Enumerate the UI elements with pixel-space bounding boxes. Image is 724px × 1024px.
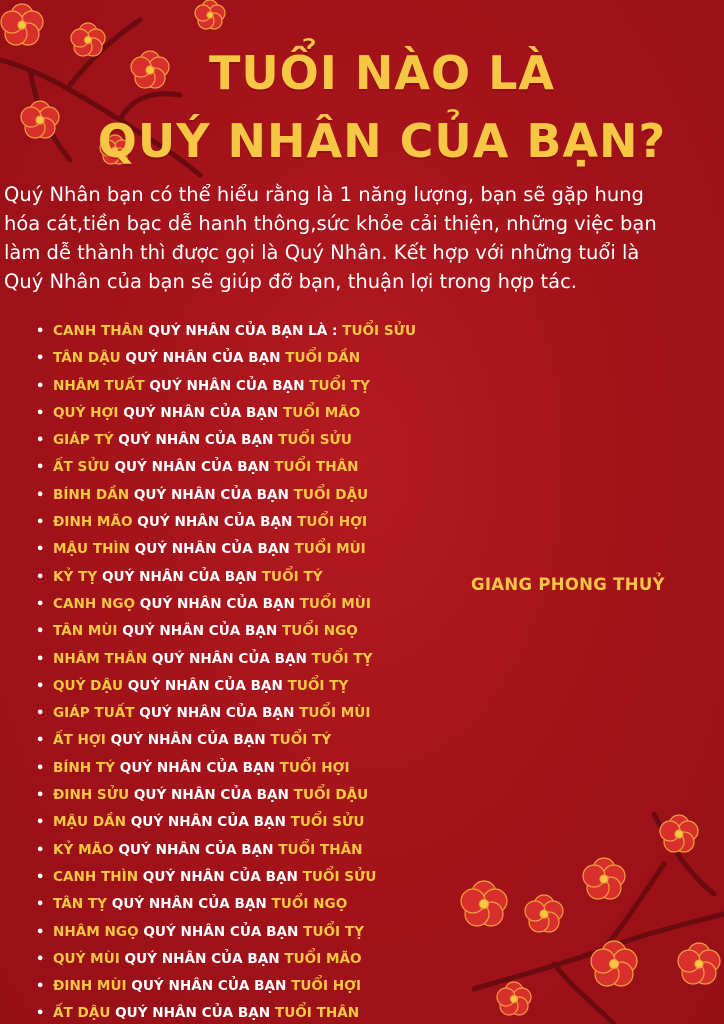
birth-year-label: GIÁP TÝ: [53, 432, 114, 449]
relation-text: QUÝ NHÂN CỦA BẠN: [126, 978, 292, 995]
noble-age-label: TUỔI TỴ: [309, 377, 370, 394]
birth-year-label: QUÝ DẬU: [53, 677, 124, 694]
relation-text: QUÝ NHÂN CỦA BẠN: [138, 923, 304, 940]
birth-year-label: BÍNH DẦN: [53, 486, 130, 503]
list-item: [36, 618, 416, 645]
noble-age-label: TUỔI HỢI: [291, 978, 362, 995]
birth-year-label: ẤT SỬU: [53, 459, 110, 476]
list-item: [36, 946, 416, 973]
birth-year-label: ĐINH MÃO: [53, 514, 133, 531]
list-item: [36, 919, 416, 946]
bullet-icon: •: [36, 897, 45, 913]
list-item: [36, 673, 416, 700]
list-item: [36, 837, 416, 864]
birth-year-label: CANH THÂN: [53, 323, 144, 339]
bullet-icon: •: [36, 760, 45, 776]
list-item: [36, 509, 416, 536]
list-item: [36, 1000, 416, 1024]
bullet-icon: •: [36, 624, 45, 640]
intro-line: Quý Nhân của bạn sẽ giúp đỡ bạn, thuận lợi trong hợp tác.: [4, 270, 578, 293]
bullet-icon: •: [36, 351, 45, 367]
bullet-icon: •: [36, 651, 45, 667]
list-item: [36, 973, 416, 1000]
list-item: [36, 809, 416, 836]
birth-year-label: ĐINH MÙI: [53, 978, 127, 995]
noble-age-label: TUỔI TỴ: [287, 677, 349, 694]
bullet-icon: •: [36, 569, 45, 585]
noble-age-label: TUỔI NGỌ: [282, 623, 358, 640]
brand-name: GIANG PHONG THUỶ: [471, 575, 665, 594]
bullet-icon: •: [36, 596, 45, 612]
relation-text: QUÝ NHÂN CỦA BẠN: [123, 677, 288, 694]
list-item: [36, 700, 416, 727]
birth-year-label: NHÂM THÂN: [53, 650, 148, 667]
list-item: [36, 864, 416, 891]
noble-age-label: TUỔI THÂN: [274, 459, 359, 476]
birth-year-label: MẬU THÌN: [53, 541, 130, 558]
relation-text: QUÝ NHÂN CỦA BẠN: [134, 705, 300, 722]
relation-text: QUÝ NHÂN CỦA BẠN: [129, 486, 294, 503]
intro-paragraph: [4, 180, 720, 296]
relation-text: QUÝ NHÂN CỦA BẠN LÀ :: [143, 323, 343, 339]
bullet-icon: •: [36, 460, 45, 476]
list-item: [36, 646, 416, 673]
relation-text: QUÝ NHÂN CỦA BẠN: [105, 732, 271, 749]
bullet-icon: •: [36, 378, 45, 394]
relation-text: QUÝ NHÂN CỦA BẠN: [135, 595, 300, 612]
bullet-icon: •: [36, 706, 45, 722]
noble-age-label: TUỔI NGỌ: [271, 896, 348, 913]
intro-line: Quý Nhân bạn có thể hiểu rằng là 1 năng lượng, bạn sẽ gặp hung: [4, 183, 644, 206]
birth-year-label: NHÂM TUẤT: [53, 377, 145, 394]
noble-age-label: TUỔI SỬU: [278, 432, 352, 449]
noble-age-label: TUỔI MÙI: [299, 595, 371, 612]
relation-text: QUÝ NHÂN CỦA BẠN: [118, 404, 284, 421]
birth-year-label: TÂN TỴ: [53, 896, 107, 913]
noble-age-label: TUỔI DẬU: [293, 787, 369, 804]
relation-text: QUÝ NHÂN CỦA BẠN: [97, 568, 262, 585]
relation-text: QUÝ NHÂN CỦA BẠN: [129, 541, 295, 558]
noble-age-label: TUỔI MÙI: [294, 541, 366, 558]
birth-year-label: BÍNH TÝ: [53, 759, 116, 776]
noble-age-label: TUỔI HỢI: [279, 759, 350, 776]
relation-text: QUÝ NHÂN CỦA BẠN: [117, 623, 283, 640]
noble-age-label: TUỔI TÝ: [270, 732, 332, 749]
noble-age-label: TUỔI MÙI: [299, 705, 371, 722]
list-item: [36, 318, 416, 345]
birth-year-label: MẬU DẦN: [53, 814, 127, 831]
bullet-icon: •: [36, 869, 45, 885]
noble-age-label: TUỔI THÂN: [278, 841, 363, 858]
relation-text: QUÝ NHÂN CỦA BẠN: [129, 787, 294, 804]
list-item: [36, 891, 416, 918]
list-item: [36, 782, 416, 809]
birth-year-label: KỶ MÃO: [53, 841, 114, 858]
list-item: [36, 454, 416, 481]
bullet-icon: •: [36, 487, 45, 503]
list-item: [36, 373, 416, 400]
noble-age-label: TUỔI SỬU: [342, 323, 417, 339]
noble-age-label: TUỔI TỴ: [311, 650, 373, 667]
list-item: [36, 427, 416, 454]
noble-age-label: TUỔI SỬU: [290, 814, 365, 831]
bullet-icon: •: [36, 924, 45, 940]
bullet-icon: •: [36, 733, 45, 749]
noble-age-label: TUỔI DẦN: [285, 350, 361, 367]
bullet-icon: •: [36, 1006, 45, 1022]
relation-text: QUÝ NHÂN CỦA BẠN: [138, 868, 303, 885]
relation-text: QUÝ NHÂN CỦA BẠN: [109, 459, 275, 476]
relation-text: QUÝ NHÂN CỦA BẠN: [147, 650, 312, 667]
relation-text: QUÝ NHÂN CỦA BẠN: [115, 759, 280, 776]
bullet-icon: •: [36, 788, 45, 804]
birth-year-label: NHÂM NGỌ: [53, 923, 139, 940]
bullet-icon: •: [36, 951, 45, 967]
birth-year-label: TÂN DẬU: [53, 350, 121, 367]
relation-text: QUÝ NHÂN CỦA BẠN: [119, 950, 285, 967]
bullet-icon: •: [36, 678, 45, 694]
noble-age-label: TUỔI MÃO: [283, 404, 361, 421]
birth-year-label: TÂN MÙI: [53, 623, 118, 640]
relation-text: QUÝ NHÂN CỦA BẠN: [110, 1005, 275, 1022]
bullet-icon: •: [36, 842, 45, 858]
list-item: [36, 755, 416, 782]
noble-age-label: TUỔI DẬU: [293, 486, 369, 503]
list-item: [36, 345, 416, 372]
plum-blossom-bottom-right-icon: [454, 774, 724, 1024]
relation-text: QUÝ NHÂN CỦA BẠN: [126, 814, 291, 831]
birth-year-label: ẤT DẬU: [53, 1005, 111, 1022]
bullet-icon: •: [36, 542, 45, 558]
noble-age-label: TUỔI MÃO: [284, 950, 362, 967]
noble-age-label: TUỔI TỴ: [303, 923, 364, 940]
noble-age-label: TUỔI SỬU: [302, 868, 377, 885]
birth-year-label: QUÝ MÙI: [53, 950, 120, 967]
bullet-icon: •: [36, 324, 45, 339]
relation-text: QUÝ NHÂN CỦA BẠN: [144, 377, 310, 394]
page-title-line-1: TUỔI NÀO LÀ: [208, 46, 556, 100]
birth-year-label: ĐINH SỬU: [53, 787, 130, 804]
list-item: [36, 400, 416, 427]
intro-line: làm dễ thành thì được gọi là Quý Nhân. Kết hợp với những tuổi là: [4, 241, 640, 264]
bullet-icon: •: [36, 405, 45, 421]
birth-year-label: ẤT HỢI: [53, 732, 106, 749]
bullet-icon: •: [36, 815, 45, 831]
page-title-line-2: QUÝ NHÂN CỦA BẠN?: [97, 114, 667, 168]
relation-text: QUÝ NHÂN CỦA BẠN: [132, 514, 298, 531]
birth-year-label: CANH THÌN: [53, 868, 139, 885]
list-item: [36, 591, 416, 618]
noble-age-label: TUỔI TÝ: [261, 568, 323, 585]
birth-year-label: QUÝ HỢI: [53, 404, 119, 421]
list-item: [36, 727, 416, 754]
list-item: [36, 564, 416, 591]
intro-line: hóa cát,tiền bạc dễ hanh thông,sức khỏe cải thiện, những việc bạn: [4, 212, 657, 235]
relation-text: QUÝ NHÂN CỦA BẠN: [113, 432, 279, 449]
bullet-icon: •: [36, 979, 45, 995]
relation-text: QUÝ NHÂN CỦA BẠN: [120, 350, 286, 367]
bullet-icon: •: [36, 433, 45, 449]
list-item: [36, 482, 416, 509]
list-item: [36, 536, 416, 563]
relation-text: QUÝ NHÂN CỦA BẠN: [106, 896, 272, 913]
noble-age-label: TUỔI THÂN: [274, 1005, 360, 1022]
noble-age-label: TUỔI HỢI: [297, 514, 368, 531]
birth-year-label: KỶ TỴ: [53, 568, 98, 585]
bullet-icon: •: [36, 515, 45, 531]
relation-text: QUÝ NHÂN CỦA BẠN: [113, 841, 279, 858]
quy-nhan-list: [36, 318, 416, 1024]
birth-year-label: GIÁP TUẤT: [53, 705, 135, 722]
birth-year-label: CANH NGỌ: [53, 595, 136, 612]
